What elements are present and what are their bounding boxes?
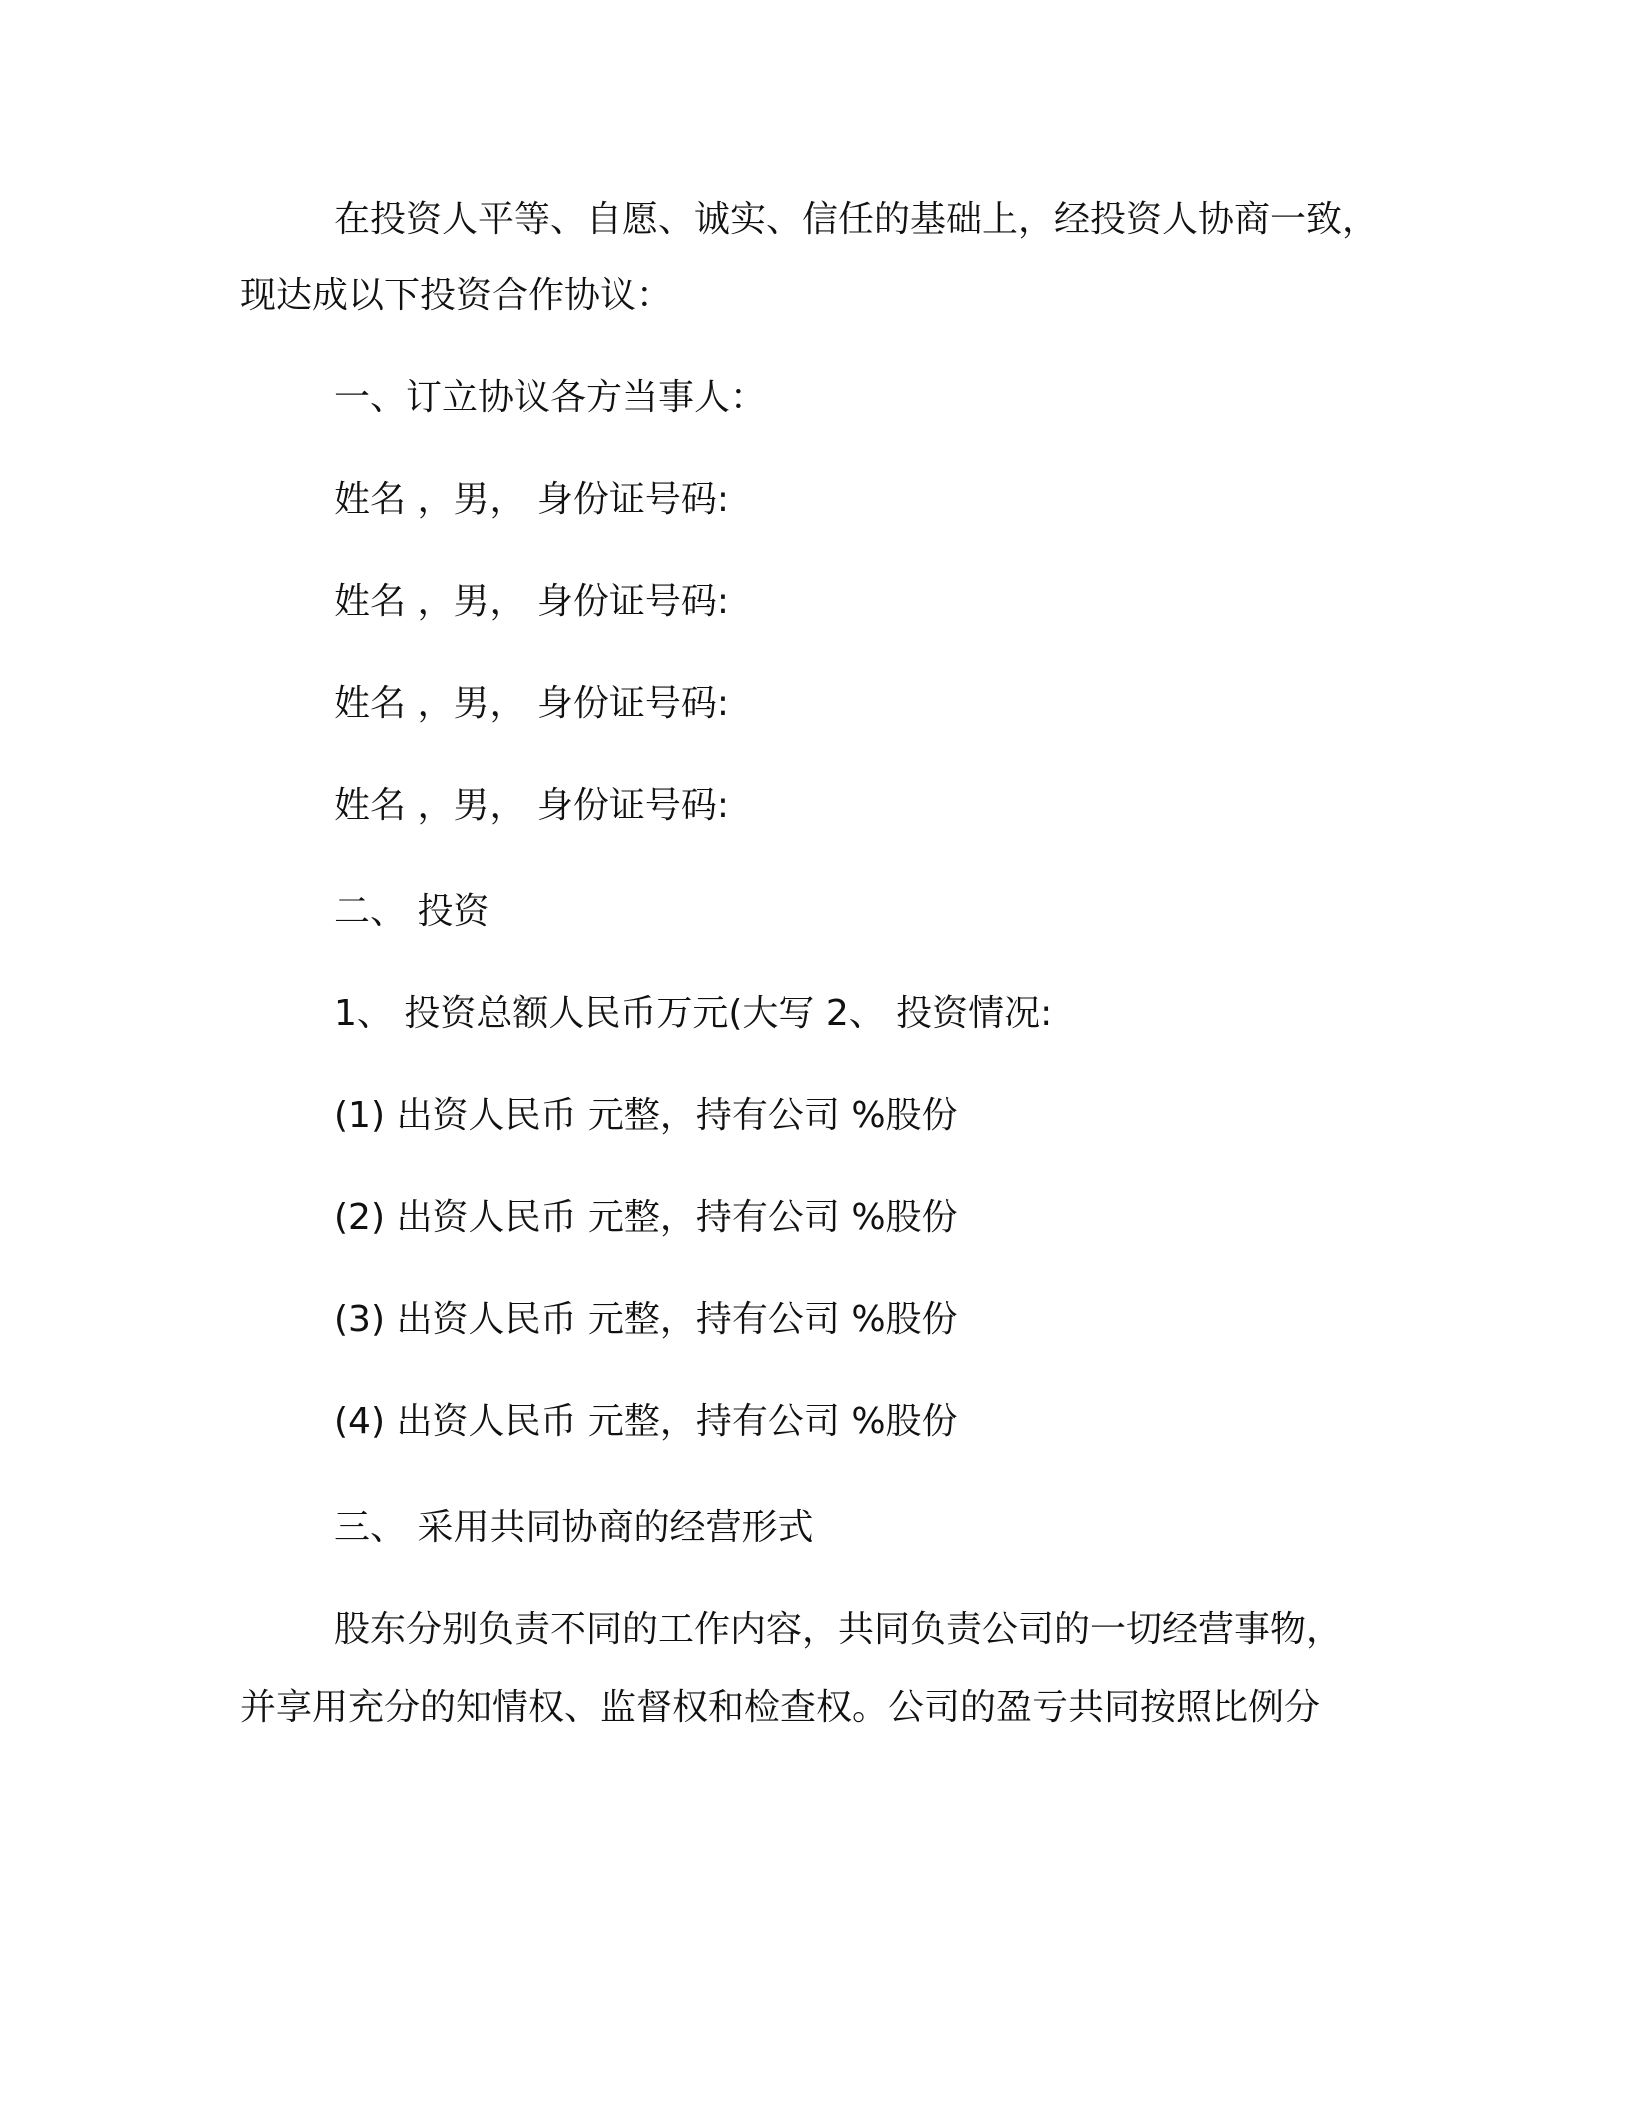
intro-line-2: 现达成以下投资合作协议：: [240, 275, 673, 316]
party-line-4: 姓名 ，男， 身份证号码:: [334, 785, 730, 826]
investment-total-line: 1、 投资总额人民币万元(大写 2、 投资情况:: [334, 993, 1053, 1034]
section-2-heading: 二、 投资: [334, 891, 490, 932]
section-1-heading: 一、订立协议各方当事人：: [334, 377, 767, 418]
share-line-4: (4) 出资人民币 元整，持有公司 %股份: [334, 1401, 958, 1442]
party-line-1: 姓名 ，男， 身份证号码:: [334, 479, 730, 520]
management-line-1: 股东分别负责不同的工作内容，共同负责公司的一切经营事物，: [334, 1609, 1343, 1650]
share-line-2: (2) 出资人民币 元整，持有公司 %股份: [334, 1197, 958, 1238]
section-3-heading: 三、 采用共同协商的经营形式: [334, 1507, 814, 1548]
intro-line-1: 在投资人平等、自愿、诚实、信任的基础上，经投资人协商一致，: [334, 199, 1379, 240]
share-line-3: (3) 出资人民币 元整，持有公司 %股份: [334, 1299, 958, 1340]
party-line-2: 姓名 ，男， 身份证号码:: [334, 581, 730, 622]
management-line-2: 并享用充分的知情权、监督权和检查权。公司的盈亏共同按照比例分: [240, 1687, 1321, 1728]
party-line-3: 姓名 ，男， 身份证号码:: [334, 683, 730, 724]
share-line-1: (1) 出资人民币 元整，持有公司 %股份: [334, 1095, 958, 1136]
